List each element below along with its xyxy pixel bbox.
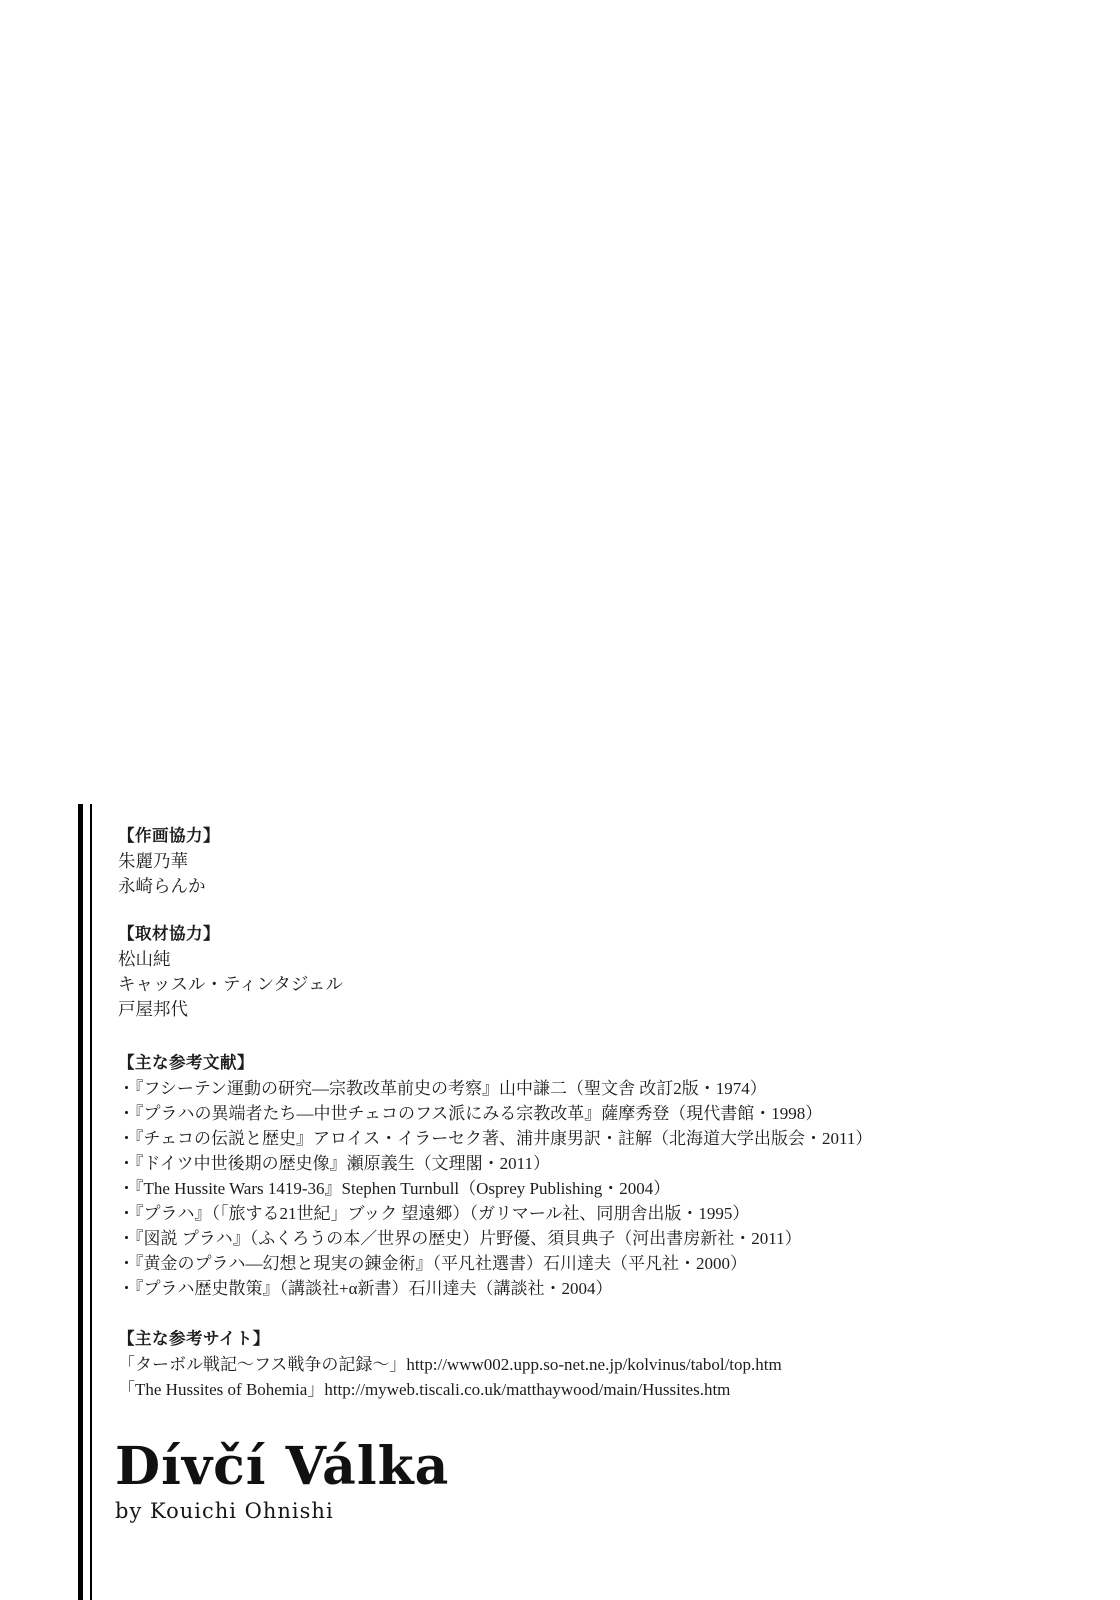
website-entry: 「ターボル戦記～フス戦争の記録～」http://www002.upp.so-net.ne.jp/kolvinus/tabol/top.htm [118, 1355, 782, 1374]
bibliography-entry: ・『黄金のプラハ―幻想と現実の錬金術』（平凡社選書）石川達夫（平凡社・2000） [118, 1254, 747, 1273]
section-header-bibliography: 【主な参考文献】 [118, 1054, 254, 1072]
credit-name: 永崎らんか [118, 876, 206, 896]
credit-name: 朱麗乃華 [118, 851, 188, 871]
bibliography-entry: ・『チェコの伝説と歴史』アロイス・イラーセク著、浦井康男訳・註解（北海道大学出版会・2011） [118, 1129, 873, 1148]
website-entry: 「The Hussites of Bohemia」http://myweb.tiscali.co.uk/matthaywood/main/Hussites.htm [118, 1380, 731, 1399]
credit-name: 松山純 [118, 949, 171, 969]
credit-name: キャッスル・ティンタジェル [118, 974, 344, 994]
bibliography-entry: ・『プラハの異端者たち―中世チェコのフス派にみる宗教改革』薩摩秀登（現代書館・1998） [118, 1104, 823, 1123]
footer [115, 1438, 449, 1524]
credit-name: 戸屋邦代 [118, 999, 188, 1019]
section-reference-websites [118, 1327, 782, 1402]
left-vertical-rule-thin [90, 804, 92, 1600]
bibliography-entry: ・『フシーテン運動の研究―宗教改革前史の考察』山中謙二（聖文舎 改訂2版・1974） [118, 1079, 767, 1098]
bibliography-entry: ・『プラハ歴史散策』（講談社+α新書）石川達夫（講談社・2004） [118, 1279, 613, 1298]
bibliography-entry: ・『プラハ』（「旅する21世紀」ブック 望遠郷）（ガリマール社、同朋舎出版・1995） [118, 1204, 750, 1223]
bibliography-entry: ・『The Hussite Wars 1419-36』Stephen Turnbull（Osprey Publishing・2004） [118, 1179, 671, 1198]
author-byline: by Kouichi Ohnishi [115, 1499, 334, 1523]
series-title-logo: Dívčí Válka [115, 1436, 450, 1497]
section-research-cooperation [118, 922, 343, 1022]
section-header-art-cooperation: 【作画協力】 [118, 827, 220, 845]
section-header-research-cooperation: 【取材協力】 [118, 925, 220, 943]
section-bibliography [118, 1051, 872, 1301]
bibliography-entry: ・『図説 プラハ』（ふくろうの本／世界の歴史）片野優、須貝典子（河出書房新社・2011） [118, 1229, 802, 1248]
section-header-reference-websites: 【主な参考サイト】 [118, 1330, 270, 1348]
section-art-cooperation [118, 824, 220, 899]
left-vertical-rule-thick [78, 804, 83, 1600]
bibliography-entry: ・『ドイツ中世後期の歴史像』瀬原義生（文理閣・2011） [118, 1154, 551, 1173]
